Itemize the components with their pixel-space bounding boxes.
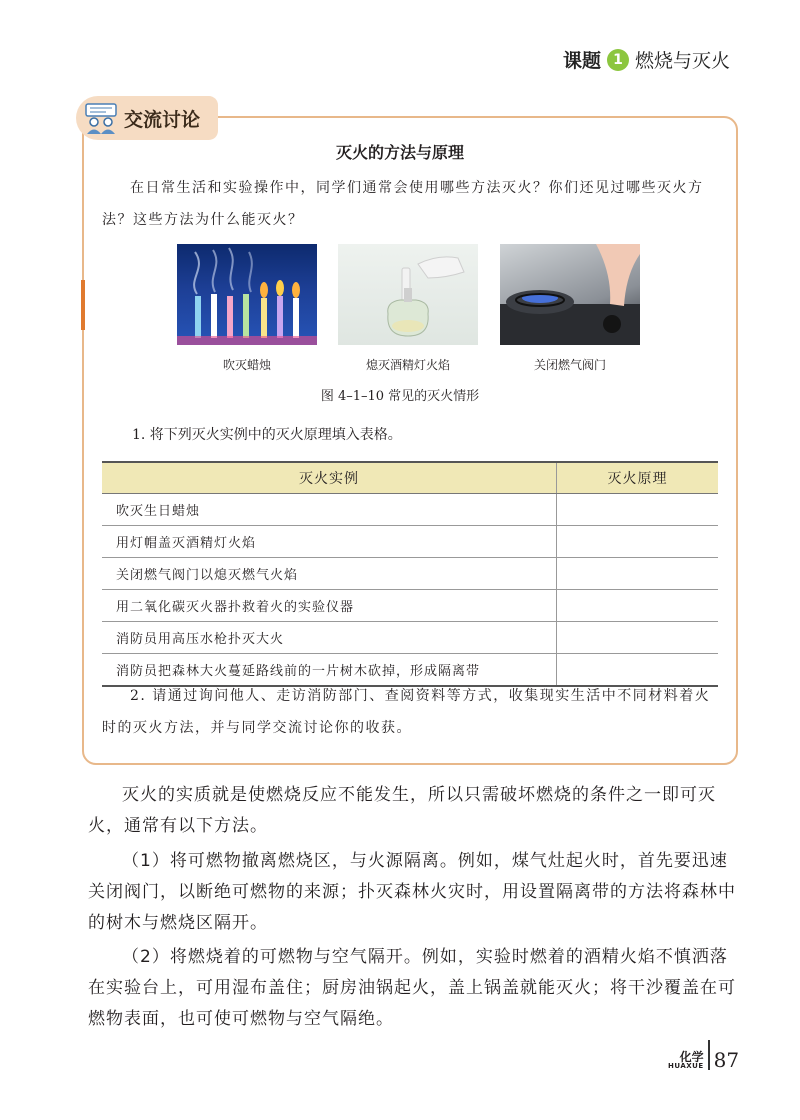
table-cell-principle[interactable]	[557, 526, 719, 558]
section-tab	[76, 96, 218, 140]
table-cell-principle[interactable]	[557, 494, 719, 526]
question-1: 1. 将下列灭火实例中的灭火原理填入表格。	[132, 427, 402, 443]
table-row	[102, 590, 718, 622]
table-cell-principle[interactable]	[557, 622, 719, 654]
photo-gas-valve	[500, 244, 640, 345]
discussion-title: 灭火的方法与原理	[335, 143, 464, 162]
table-cell-example: 用二氧化碳灭火器扑救着火的实验仪器	[102, 590, 557, 622]
table-row	[102, 526, 718, 558]
discussion-intro: 在日常生活和实验操作中，同学们通常会使用哪些方法灭火？你们还见过哪些灭火方法？这些方法为什么能灭火？	[102, 180, 704, 228]
footer-subject	[668, 1051, 704, 1070]
table-cell-principle[interactable]	[557, 590, 719, 622]
lesson-number-badge: 1	[607, 49, 629, 71]
gas-stove-illustration	[500, 244, 640, 345]
table-header-example: 灭火实例	[102, 462, 557, 494]
section-tab-label: 交流讨论	[124, 108, 201, 131]
lesson-header	[563, 46, 730, 73]
figure-caption: 图 4–1–10 常见的灭火情形	[320, 389, 480, 404]
body-paragraph-1: 灭火的实质就是使燃烧反应不能发生，所以只需破坏燃烧的条件之一即可灭火，通常有以下方法。	[88, 785, 716, 836]
fire-extinguishing-table	[102, 461, 718, 687]
table-row	[102, 494, 718, 526]
photo-blow-out-candles	[177, 244, 317, 345]
table-cell-principle[interactable]	[557, 558, 719, 590]
page-number: 87	[713, 1048, 740, 1072]
photo-caption-1: 吹灭蜡烛	[222, 358, 271, 372]
photo-caption-2: 熄灭酒精灯火焰	[365, 358, 450, 372]
table-row	[102, 622, 718, 654]
footer-subject-name: 化学	[679, 1050, 704, 1064]
table-header-principle: 灭火原理	[557, 462, 719, 494]
question-2: 2. 请通过询问他人、走访消防部门、查阅资料等方式，收集现实生活中不同材料着火时的灭火方法，并与同学交流讨论你的收获。	[102, 688, 711, 736]
table-cell-example: 消防员用高压水枪扑灭大火	[102, 622, 557, 654]
footer-subject-pinyin: HUAXUE	[668, 1062, 704, 1070]
page-footer	[668, 1040, 739, 1070]
table-cell-example: 用灯帽盖灭酒精灯火焰	[102, 526, 557, 558]
table-cell-example: 吹灭生日蜡烛	[102, 494, 557, 526]
table-cell-example: 关闭燃气阀门以熄灭燃气火焰	[102, 558, 557, 590]
table-cell-example: 消防员把森林大火蔓延路线前的一片树木砍掉，形成隔离带	[102, 654, 557, 687]
table-row	[102, 558, 718, 590]
photo-caption-3: 关闭燃气阀门	[533, 358, 606, 372]
lesson-topic: 燃烧与灭火	[634, 50, 730, 72]
body-paragraph-2: （1）将可燃物撤离燃烧区，与火源隔离。例如，煤气灶起火时，首先要迅速关闭阀门，以断绝可燃物的来源；扑灭森林火灾时，用设置隔离带的方法将森林中的树木与燃烧区隔开。	[88, 851, 736, 933]
discussion-people-icon	[84, 101, 118, 135]
box-accent-bar	[81, 280, 85, 330]
lesson-prefix: 课题	[562, 50, 601, 72]
photo-alcohol-lamp	[338, 244, 478, 345]
candles-illustration	[177, 244, 317, 345]
footer-divider	[708, 1040, 710, 1070]
alcohol-lamp-illustration	[338, 244, 478, 345]
body-paragraph-3: （2）将燃烧着的可燃物与空气隔开。例如，实验时燃着的酒精火焰不慎洒落在实验台上，可用湿布盖住；厨房油锅起火，盖上锅盖就能灭火；将干沙覆盖在可燃物表面，也可使可燃物与空气隔绝。	[88, 947, 736, 1029]
